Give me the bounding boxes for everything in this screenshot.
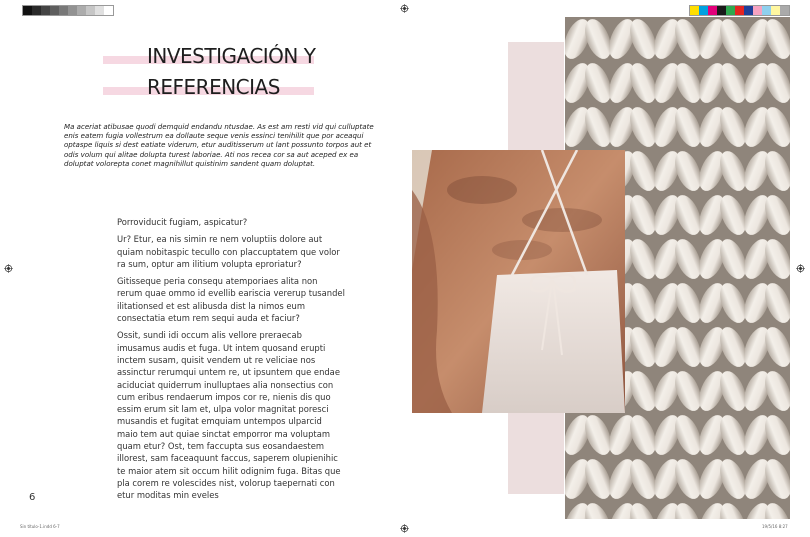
registration-mark-bottom-icon [400,524,409,533]
page-title-line-1: INVESTIGACIÓN Y [147,44,316,68]
color-swatch [690,6,699,15]
registration-mark-top-icon [400,4,409,13]
body-paragraph: Porroviducit fugiam, aspicatur? [117,217,248,227]
body-text-column [117,216,345,507]
gray-swatch [23,6,32,15]
color-swatch [726,6,735,15]
registration-mark-right-icon [796,264,805,273]
gray-swatch [59,6,68,15]
color-swatch [780,6,789,15]
page-number-left: 6 [29,492,36,503]
gray-swatch [104,6,113,15]
color-swatch [771,6,780,15]
portrait-photo [412,150,625,413]
color-swatch [699,6,708,15]
gray-swatch [95,6,104,15]
body-paragraph: Ossit, sundi idi occum alis vellore preraecab imusamus audis et fuga. Ut intem quosand erupti inctem susam, quisit vendem ut re veliciae nos assinctur rerumqui untem re, ut ipsuntem que endae aciduciat quiderrum inulluptaes alia nonsectius con cum eribus rendaerum impos cor re, nienis dis quo essim erum sit lam et, ulpa volor magnitat poresci musandis et fugitat emquiam untempos ulparcid maio tem aut quiae sinctat emporror ma voluptam quam etur? Ost, tem faccupta sus eosandaestem illorest, sam faceaquunt faccus, saperem olupienihic te maior atem sit occum hilit odignim fuga. Bitas que pla corem re volescides nist, volorup taepernati con etur moditas min eveles [117,330,341,501]
gray-swatch [68,6,77,15]
page-title-line-2: REFERENCIAS [147,75,280,99]
color-swatch [708,6,717,15]
color-swatch [744,6,753,15]
gray-swatch [50,6,59,15]
gray-swatch [86,6,95,15]
color-swatch [735,6,744,15]
body-paragraph: Ur? Etur, ea nis simin re nem voluptiis dolore aut quiam nobitaspic tecullo con placcuptatem que volor ra sum, optur am ilitium volupta eproriatur? [117,234,340,269]
slug-left: Sin título-1.indd 6-7 [20,524,60,529]
registration-mark-left-icon [4,264,13,273]
color-swatch [717,6,726,15]
gray-swatch [77,6,86,15]
color-swatch [762,6,771,15]
slug-right: 19/5/16 8:27 [762,524,788,529]
grayscale-color-bar [22,5,114,16]
body-paragraph: Gitisseque peria consequ atemporiaes alita non rerum quae ommo id evellib eariscia vererup tusandel ilitationsed et est alibusda dist la nimos eum consectatia etum rem sequi auda et faciur? [117,276,345,324]
color-swatch [753,6,762,15]
gray-swatch [41,6,50,15]
gray-swatch [32,6,41,15]
intro-paragraph: Ma aceriat atibusae quodi demquid endandu ntusdae. As est am resti vid qui culluptate enis eatem fugia vollestrum ea dollaute seque venis essinci tenihilit que por aceaqui optaspe liquis si dest eatiate viderum, etur auditisserum ut lant possunto torpos aut et odis volum qui alitae dolupta turest laboriae. Ati nos recea cor sa aut aceped ex ea doluptat volorepta conet magnihillut quistinim sandent quam doluptat. [64,122,374,168]
cmyk-color-bar [689,5,790,16]
